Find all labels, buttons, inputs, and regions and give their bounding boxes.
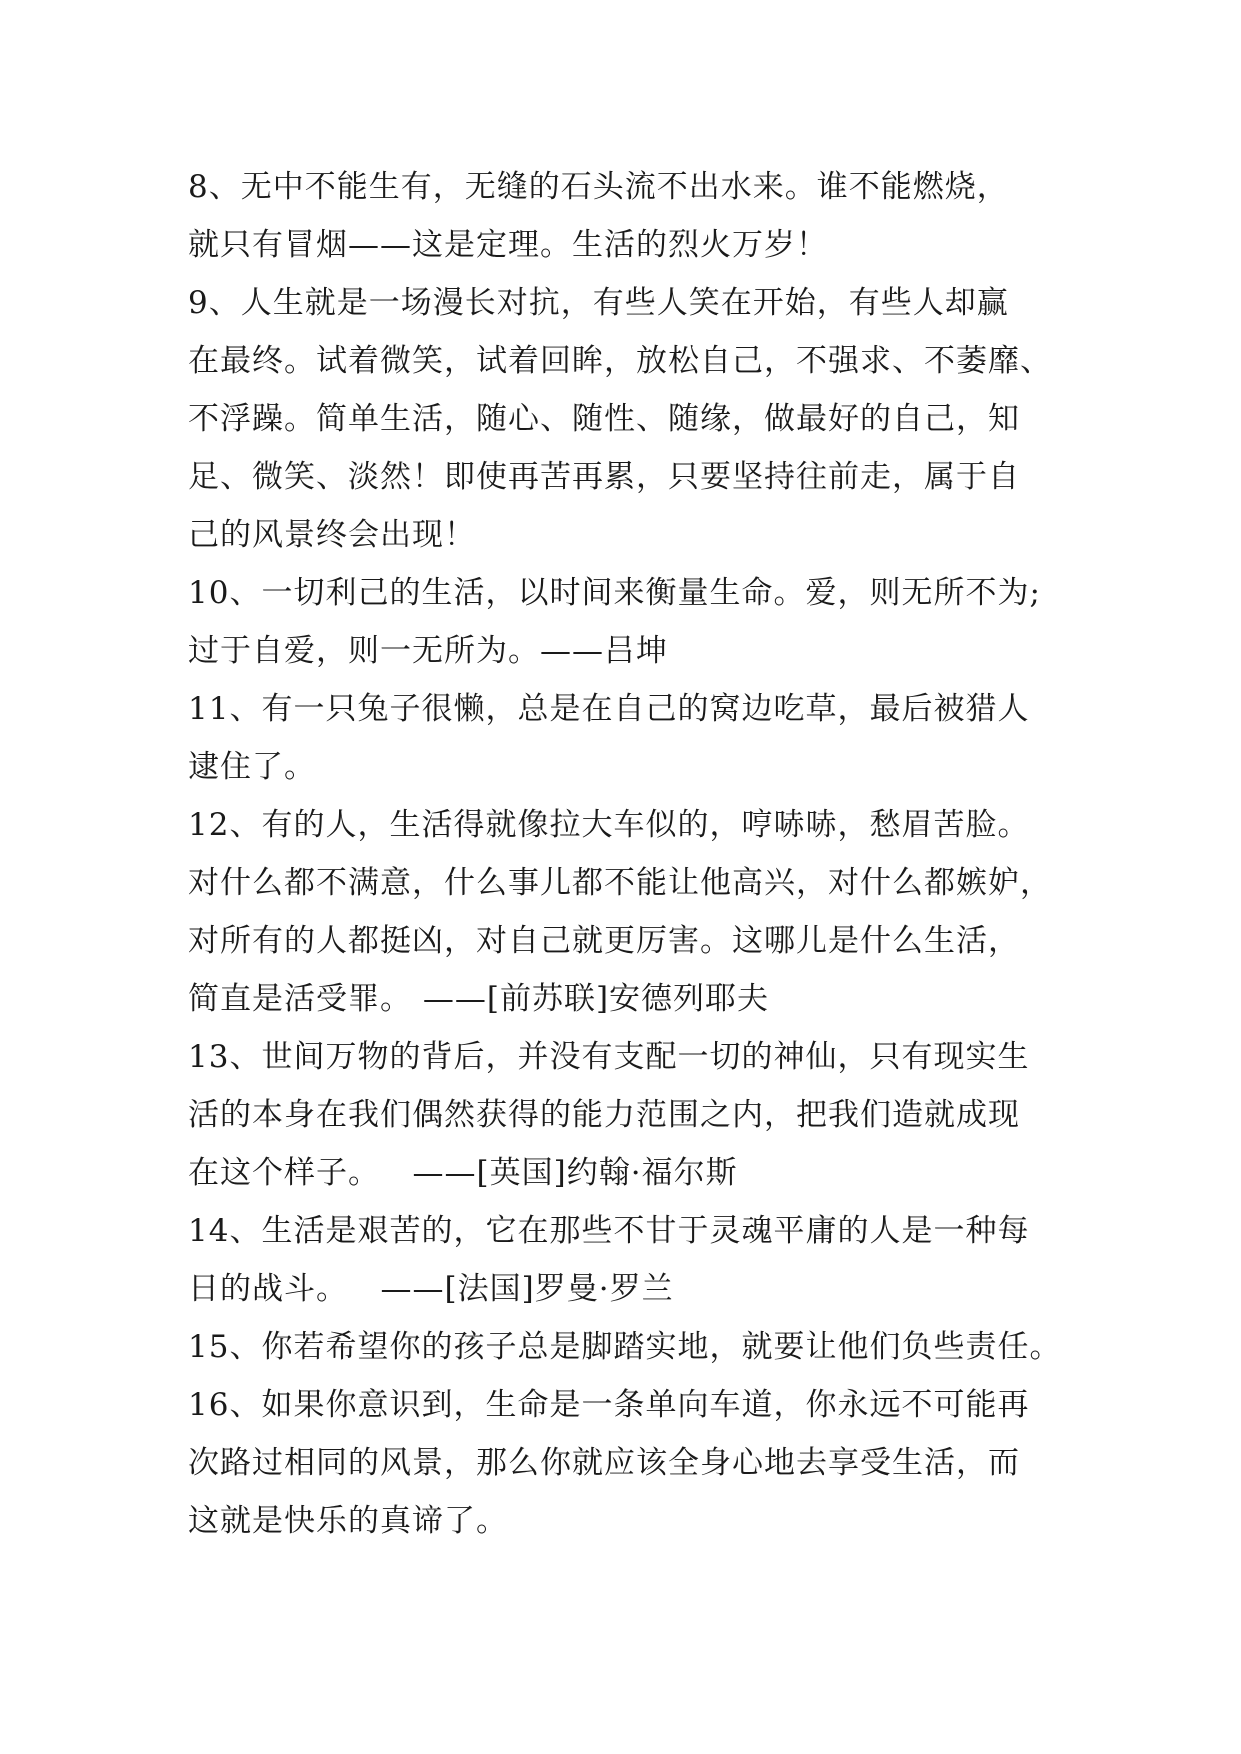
text-line: 10、一切利己的生活，以时间来衡量生命。爱，则无所不为; [188, 575, 1041, 611]
text-line: 过于自爱，则一无所为。——吕坤 [188, 633, 668, 669]
text-line: 日的战斗。 ——[法国]罗曼·罗兰 [188, 1271, 674, 1307]
document-body [188, 158, 1068, 1550]
text-line: 8、无中不能生有，无缝的石头流不出水来。谁不能燃烧， [188, 169, 1009, 205]
text-line: 己的风景终会出现！ [188, 517, 476, 553]
text-line: 简直是活受罪。 ——[前苏联]安德列耶夫 [188, 981, 770, 1017]
text-line: 活的本身在我们偶然获得的能力范围之内，把我们造就成现 [188, 1097, 1020, 1133]
text-line: 次路过相同的风景，那么你就应该全身心地去享受生活，而 [188, 1445, 1020, 1481]
paragraph-16 [188, 1376, 1068, 1550]
text-line: 对所有的人都挺凶，对自己就更厉害。这哪儿是什么生活， [188, 923, 1020, 959]
paragraph-9 [188, 274, 1068, 564]
text-line: 足、微笑、淡然！即使再苦再累，只要坚持往前走，属于自 [188, 459, 1020, 495]
paragraph-13 [188, 1028, 1068, 1202]
text-line: 不浮躁。简单生活，随心、随性、随缘，做最好的自己，知 [188, 401, 1020, 437]
text-line: 12、有的人，生活得就像拉大车似的，哼哧哧，愁眉苦脸。 [188, 807, 1030, 843]
text-line: 16、如果你意识到，生命是一条单向车道，你永远不可能再 [188, 1387, 1030, 1423]
text-line: 在最终。试着微笑，试着回眸，放松自己，不强求、不萎靡、 [188, 343, 1052, 379]
text-line: 11、有一只兔子很懒，总是在自己的窝边吃草，最后被猎人 [188, 691, 1030, 727]
text-line: 9、人生就是一场漫长对抗，有些人笑在开始，有些人却赢 [188, 285, 1009, 321]
text-line: 逮住了。 [188, 749, 316, 785]
paragraph-15 [188, 1318, 1068, 1376]
text-line: 14、生活是艰苦的，它在那些不甘于灵魂平庸的人是一种每 [188, 1213, 1030, 1249]
text-line: 15、你若希望你的孩子总是脚踏实地，就要让他们负些责任。 [188, 1329, 1062, 1365]
paragraph-8 [188, 158, 1068, 274]
paragraph-14 [188, 1202, 1068, 1318]
text-line: 对什么都不满意，什么事儿都不能让他高兴，对什么都嫉妒， [188, 865, 1052, 901]
text-line: 13、世间万物的背后，并没有支配一切的神仙，只有现实生 [188, 1039, 1030, 1075]
paragraph-12 [188, 796, 1068, 1028]
paragraph-10 [188, 564, 1068, 680]
paragraph-11 [188, 680, 1068, 796]
text-line: 这就是快乐的真谛了。 [188, 1503, 508, 1539]
text-line: 在这个样子。 ——[英国]约翰·福尔斯 [188, 1155, 738, 1191]
text-line: 就只有冒烟——这是定理。生活的烈火万岁！ [188, 227, 828, 263]
